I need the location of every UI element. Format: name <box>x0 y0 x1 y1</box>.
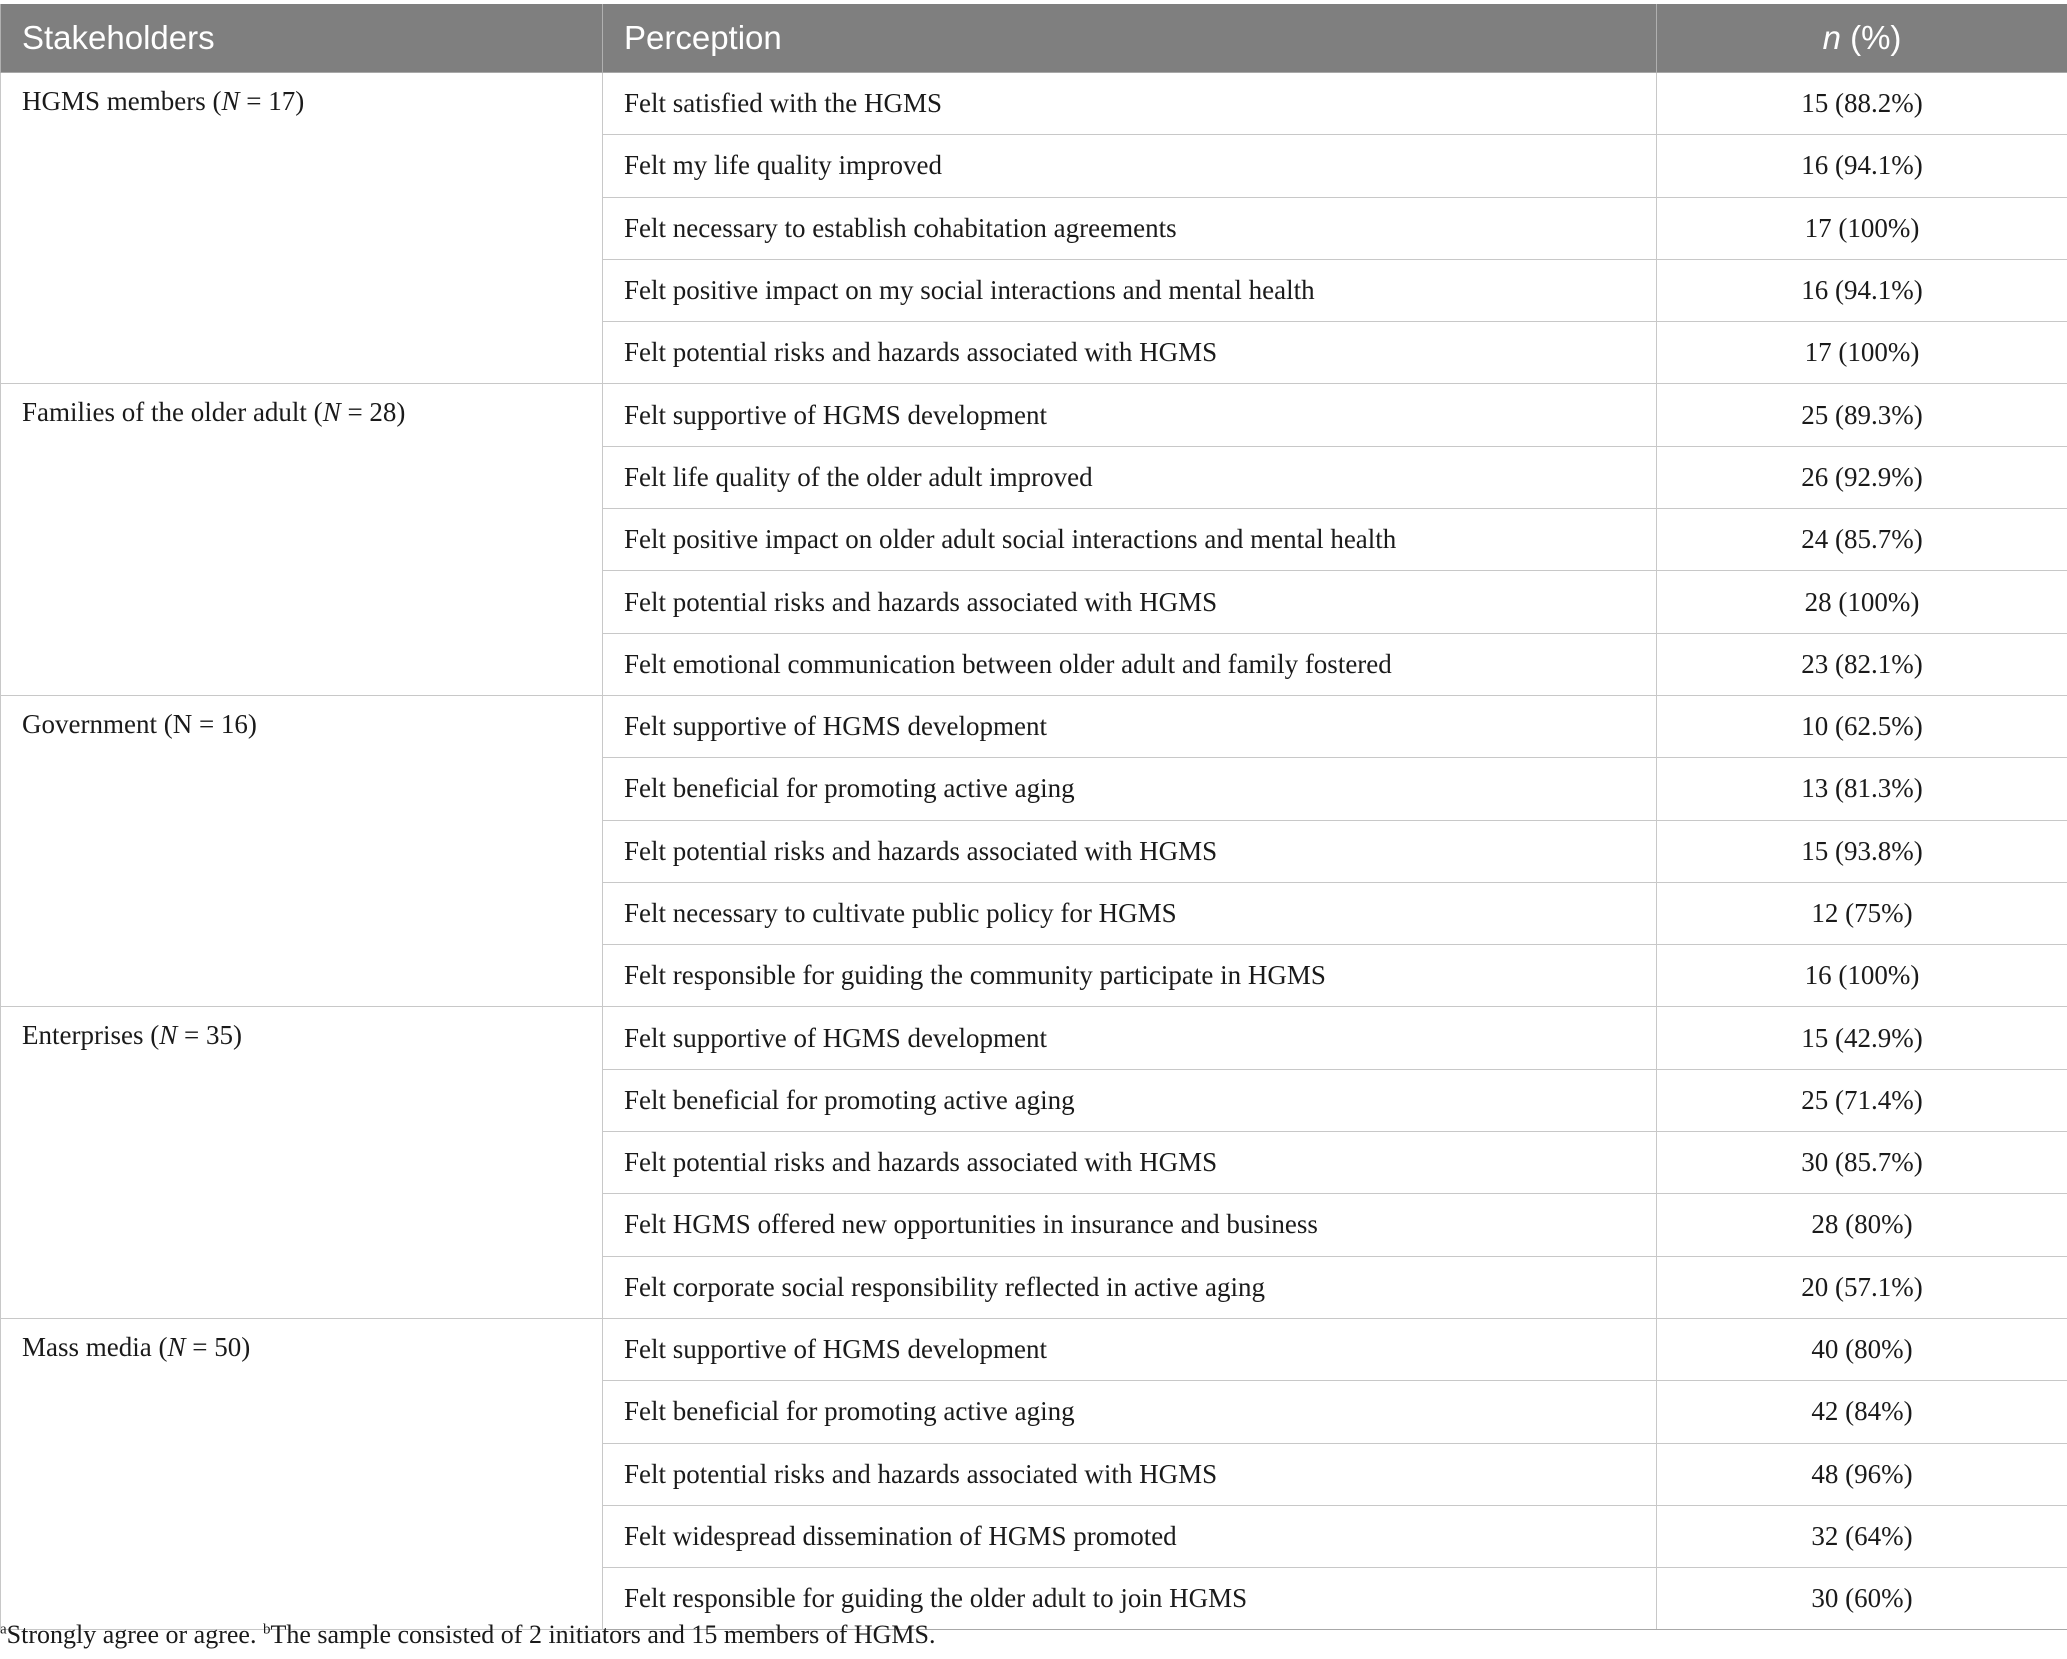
perception-cell: Felt responsible for guiding the older adult to join HGMS <box>603 1568 1657 1630</box>
value-cell: 30 (60%) <box>1657 1568 2067 1630</box>
stakeholder-label-n: N <box>159 1020 178 1051</box>
stakeholder-label-suffix: = 28) <box>340 397 406 428</box>
header-row <box>1 4 2067 73</box>
perception-cell: Felt emotional communication between older adult and family fostered <box>603 633 1657 695</box>
value-cell: 25 (89.3%) <box>1657 384 2067 446</box>
perception-cell: Felt satisfied with the HGMS <box>603 73 1657 135</box>
footnote-text-b: The sample consisted of 2 initiators and 15 members of HGMS. <box>270 1620 936 1649</box>
value-cell: 15 (93.8%) <box>1657 820 2067 882</box>
perception-cell: Felt widespread dissemination of HGMS promoted <box>603 1505 1657 1567</box>
value-cell: 16 (94.1%) <box>1657 135 2067 197</box>
value-cell: 17 (100%) <box>1657 197 2067 259</box>
value-cell: 48 (96%) <box>1657 1443 2067 1505</box>
table-body <box>1 73 2067 1630</box>
footnote-text-a: Strongly agree or agree. <box>6 1620 263 1649</box>
value-cell: 16 (100%) <box>1657 945 2067 1007</box>
value-cell: 25 (71.4%) <box>1657 1069 2067 1131</box>
perception-cell: Felt potential risks and hazards associated with HGMS <box>603 571 1657 633</box>
stakeholder-label-prefix: HGMS members ( <box>22 86 222 116</box>
perception-cell: Felt supportive of HGMS development <box>603 384 1657 446</box>
stakeholder-label-prefix: Mass media ( <box>22 1331 168 1362</box>
value-cell: 17 (100%) <box>1657 322 2067 384</box>
value-cell: 15 (88.2%) <box>1657 73 2067 135</box>
stakeholder-label-suffix: = 50) <box>185 1331 251 1362</box>
header-percent-symbol: (%) <box>1840 19 1902 56</box>
perception-cell: Felt responsible for guiding the community participate in HGMS <box>603 945 1657 1007</box>
perception-cell: Felt supportive of HGMS development <box>603 1318 1657 1380</box>
footnote-mark-b: b <box>262 1621 271 1638</box>
stakeholder-cell <box>1 1007 603 1318</box>
perception-cell: Felt beneficial for promoting active aging <box>603 1381 1657 1443</box>
header-stakeholders: Stakeholders <box>1 4 603 73</box>
value-cell: 16 (94.1%) <box>1657 259 2067 321</box>
perception-cell: Felt potential risks and hazards associated with HGMS <box>603 1443 1657 1505</box>
value-cell: 26 (92.9%) <box>1657 446 2067 508</box>
stakeholder-label-prefix: Families of the older adult ( <box>22 397 323 428</box>
value-cell: 28 (80%) <box>1657 1194 2067 1256</box>
footnote-mark-a: a <box>0 1621 7 1638</box>
perception-cell: Felt beneficial for promoting active aging <box>603 758 1657 820</box>
stakeholder-cell <box>1 695 603 1006</box>
perception-cell: Felt HGMS offered new opportunities in insurance and business <box>603 1194 1657 1256</box>
perception-cell: Felt potential risks and hazards associated with HGMS <box>603 1132 1657 1194</box>
perception-cell: Felt positive impact on older adult social interactions and mental health <box>603 509 1657 571</box>
header-n-percent <box>1657 4 2067 73</box>
stakeholder-label-suffix: = 17) <box>239 86 305 116</box>
stakeholder-label-n: N <box>167 1331 186 1362</box>
stakeholder-label-n: N <box>322 397 341 428</box>
perception-cell: Felt corporate social responsibility reflected in active aging <box>603 1256 1657 1318</box>
table-row <box>1 1318 2067 1380</box>
perception-cell: Felt beneficial for promoting active aging <box>603 1069 1657 1131</box>
value-cell: 30 (85.7%) <box>1657 1132 2067 1194</box>
stakeholder-label-prefix: Government (N = 16) <box>22 708 257 739</box>
perception-cell: Felt positive impact on my social interactions and mental health <box>603 259 1657 321</box>
value-cell: 24 (85.7%) <box>1657 509 2067 571</box>
stakeholder-label-prefix: Enterprises ( <box>22 1020 160 1051</box>
perception-table <box>0 4 2067 1630</box>
value-cell: 32 (64%) <box>1657 1505 2067 1567</box>
table-row <box>1 695 2067 757</box>
table-row <box>1 73 2067 135</box>
header-n-symbol: n <box>1822 19 1841 56</box>
header-perception: Perception <box>603 4 1657 73</box>
stakeholder-label-suffix: = 35) <box>177 1020 242 1051</box>
perception-cell: Felt my life quality improved <box>603 135 1657 197</box>
perception-cell: Felt necessary to cultivate public policy for HGMS <box>603 882 1657 944</box>
stakeholder-cell <box>1 73 603 384</box>
value-cell: 42 (84%) <box>1657 1381 2067 1443</box>
perception-cell: Felt potential risks and hazards associated with HGMS <box>603 322 1657 384</box>
stakeholder-cell <box>1 1318 603 1629</box>
perception-table-container <box>0 4 2067 1630</box>
value-cell: 10 (62.5%) <box>1657 695 2067 757</box>
value-cell: 23 (82.1%) <box>1657 633 2067 695</box>
stakeholder-label-n: N <box>221 86 240 116</box>
value-cell: 12 (75%) <box>1657 882 2067 944</box>
table-header <box>1 4 2067 73</box>
value-cell: 13 (81.3%) <box>1657 758 2067 820</box>
table-row <box>1 1007 2067 1069</box>
table-row <box>1 384 2067 446</box>
perception-cell: Felt supportive of HGMS development <box>603 1007 1657 1069</box>
value-cell: 20 (57.1%) <box>1657 1256 2067 1318</box>
perception-cell: Felt life quality of the older adult improved <box>603 446 1657 508</box>
value-cell: 15 (42.9%) <box>1657 1007 2067 1069</box>
value-cell: 28 (100%) <box>1657 571 2067 633</box>
perception-cell: Felt potential risks and hazards associated with HGMS <box>603 820 1657 882</box>
stakeholder-cell <box>1 384 603 695</box>
table-footnote <box>0 1620 936 1650</box>
perception-cell: Felt necessary to establish cohabitation agreements <box>603 197 1657 259</box>
perception-cell: Felt supportive of HGMS development <box>603 695 1657 757</box>
value-cell: 40 (80%) <box>1657 1318 2067 1380</box>
